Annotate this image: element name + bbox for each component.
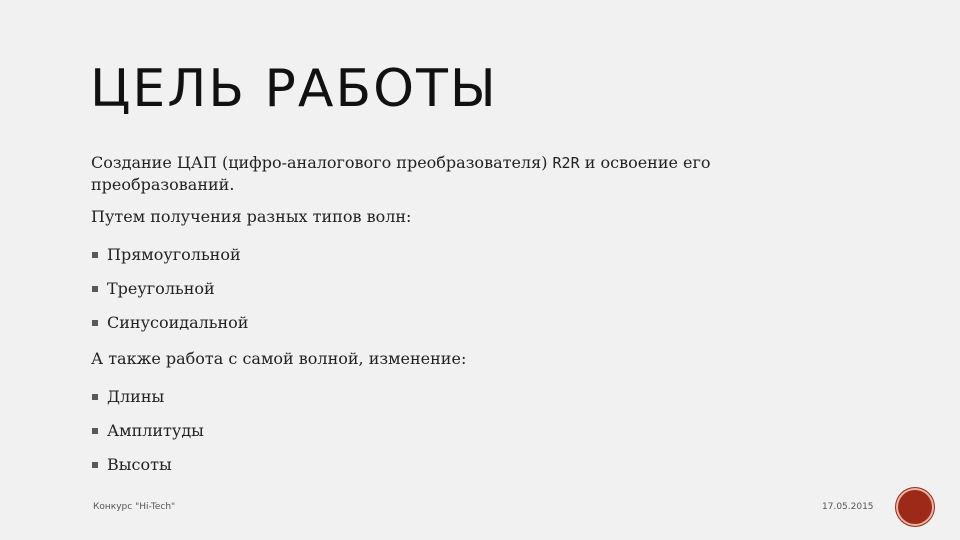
square-bullet-icon — [92, 462, 98, 468]
intro-text: Создание ЦАП (цифро-аналогового преобразователя) — [91, 153, 548, 172]
intro-paragraph — [91, 152, 791, 196]
square-bullet-icon — [92, 320, 98, 326]
list-item-label: Прямоугольной — [107, 245, 241, 264]
list-item — [91, 272, 791, 306]
list-item — [91, 306, 791, 340]
intro-code: R2R — [552, 154, 580, 172]
waves-heading: Путем получения разных типов волн: — [91, 207, 412, 226]
square-bullet-icon — [92, 286, 98, 292]
square-bullet-icon — [92, 394, 98, 400]
list-item-label: Амплитуды — [107, 421, 204, 440]
slide-content — [91, 152, 791, 490]
list-item-label: Длины — [107, 387, 165, 406]
list-item — [91, 414, 791, 448]
footer-date: 17.05.2015 — [822, 502, 874, 512]
square-bullet-icon — [92, 252, 98, 258]
list-item — [91, 380, 791, 414]
footer-text: Конкурс "Hi-Tech" — [93, 502, 176, 512]
list-item-label: Треугольной — [107, 279, 215, 298]
changes-list — [91, 380, 791, 482]
page-number-badge — [898, 490, 932, 524]
intro-rest: и освоение его преобразований. — [91, 153, 711, 194]
list-item-label: Высоты — [107, 455, 172, 474]
list-item — [91, 238, 791, 272]
slide-title: ЦЕЛЬ РАБОТЫ — [90, 59, 498, 119]
list-item — [91, 448, 791, 482]
wave-types-list — [91, 238, 791, 340]
changes-heading: А также работа с самой волной, изменение: — [91, 349, 467, 368]
square-bullet-icon — [92, 428, 98, 434]
list-item-label: Синусоидальной — [107, 313, 249, 332]
